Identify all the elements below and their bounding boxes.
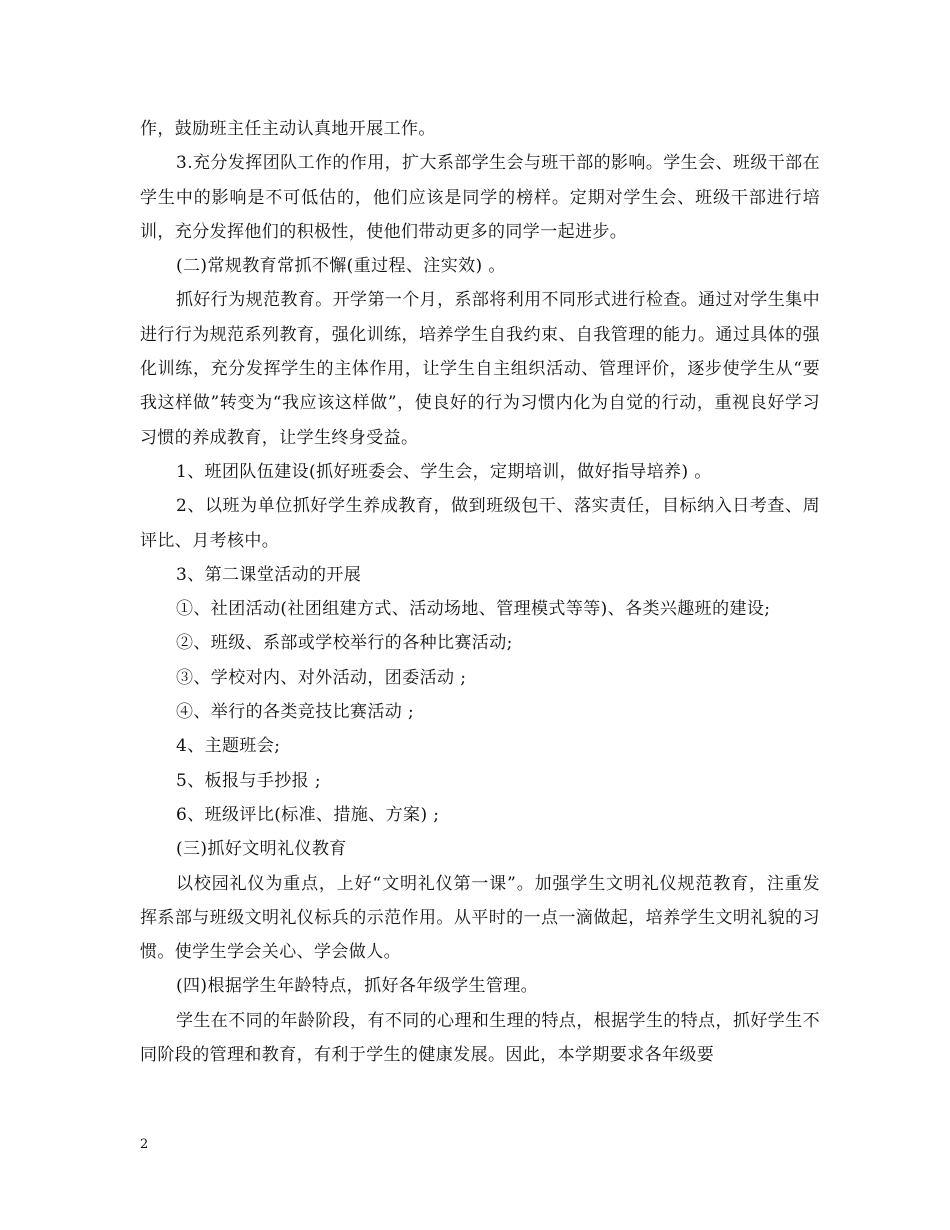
paragraph-continuation: 作，鼓励班主任主动认真地开展工作。 [140, 119, 436, 139]
list-item-3: 3、第二课堂活动的开展 [176, 564, 362, 585]
section-heading-4: (四)根据学生年龄特点，抓好各年级学生管理。 [176, 976, 539, 997]
list-item-6: 6、班级评比(标准、措施、方案) ; [176, 804, 440, 825]
section-heading-2: (二)常规教育常抓不懈(重过程、注实效) 。 [176, 256, 506, 277]
sub-item-circle-4: ④、举行的各类竞技比赛活动 ; [176, 702, 415, 723]
paragraph-item-3-team: 3.充分发挥团队工作的作用，扩大系部学生会与班干部的影响。学生会、班级干部在学生中的影响是不可低估的，他们应该是同学的榜样。定期对学生会、班级干部进行培训，充分发挥他们的积极性，使他们带动更多的同学一起进步。 [140, 153, 820, 242]
list-item-2: 2、以班为单位抓好学生养成教育，做到班级包干、落实责任，目标纳入日考查、周评比、月考核中。 [140, 496, 820, 551]
paragraph-etiquette: 以校园礼仪为重点，上好“文明礼仪第一课”。加强学生文明礼仪规范教育，注重发挥系部与班级文明礼仪标兵的示范作用。从平时的一点一滴做起，培养学生文明礼貌的习惯。使学生学会关心、学会做人。 [140, 873, 820, 963]
list-item-4: 4、主题班会; [176, 736, 281, 757]
list-item-1: 1、班团队伍建设(抓好班委会、学生会，定期培训，做好指导培养) 。 [176, 461, 712, 482]
paragraph-age-stages: 学生在不同的年龄阶段，有不同的心理和生理的特点，根据学生的特点，抓好学生不同阶段的管理和教育，有利于学生的健康发展。因此，本学期要求各年级要 [140, 1010, 820, 1066]
list-item-5: 5、板报与手抄报 ; [176, 770, 321, 791]
document-body [140, 112, 820, 1072]
sub-item-circle-2: ②、班级、系部或学校举行的各种比赛活动; [176, 633, 513, 654]
paragraph-behavior-norms: 抓好行为规范教育。开学第一个月，系部将利用不同形式进行检查。通过对学生集中进行行为规范系列教育，强化训练，培养学生自我约束、自我管理的能力。通过具体的强化训练，充分发挥学生的主体作用，让学生自主组织活动、管理评价，逐步使学生从“要我这样做”转变为“我应该这样做”，使良好的行为习惯内化为自觉的行动，重视良好学习习惯的养成教育，让学生终身受益。 [140, 290, 820, 448]
page-number: 2 [140, 1137, 149, 1152]
sub-item-circle-3: ③、学校对内、对外活动，团委活动 ; [176, 667, 467, 688]
section-heading-3: (三)抓好文明礼仪教育 [176, 839, 347, 860]
sub-item-circle-1: ①、社团活动(社团组建方式、活动场地、管理模式等等)、各类兴趣班的建设; [176, 599, 771, 620]
